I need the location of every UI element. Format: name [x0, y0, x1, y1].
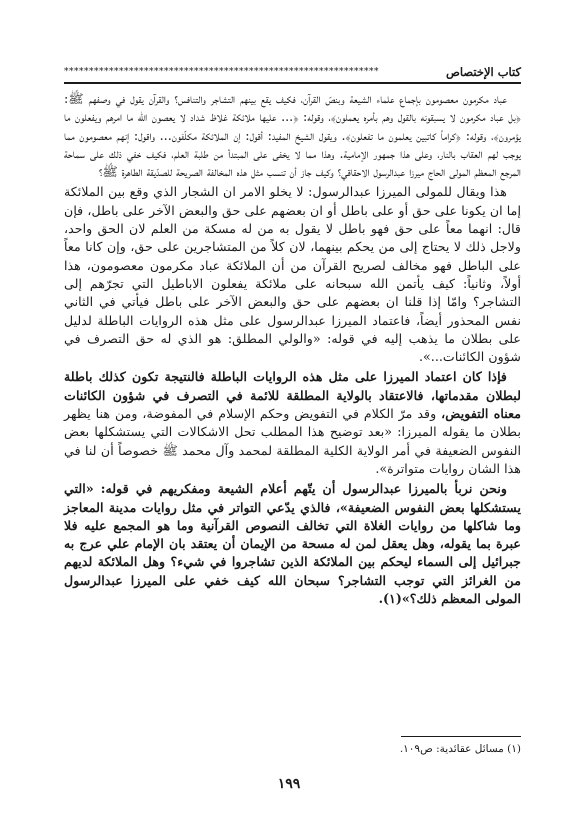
footnote: (١) مسائل عقائدية: ص١٠٩. [399, 743, 521, 755]
running-header [64, 62, 521, 82]
paragraph-2: هذا ويقال للمولى الميرزا عبدالرسول: لا يخلو الامر ان الشجار الذي وقع بين الملائكة إما ان يكونا على حق أو على باطل أو ان بعضهم على حق والبعض الآخر على باطل، فإن قال: انهما معاً على حق فهو باطل لا يقول به من له مسكة من العلم لان الحق واحد، ولاجل ذلك لا يحتاج إلى من يحكم بينهما، لان كلاً من المتشاجرين على حق، وإن كانا معاً على الباطل فهو مخالف لصريح القرآن من أن الملائكة عباد مكرمون معصومون، هذا أولاً، وثانياً: كيف يأتمن الله سبحانه على ملائكة يفعلون الاباطيل التي تجرّهم إلى التشاجر؟ وامّا إذا قلنا ان بعضهم على حق والبعض الآخر على باطل فيأتي في الثاني نفس المحذور أيضاً، فاعتماد الميرزا عبدالرسول على مثل هذه الروايات الباطلة لدليل على بطلان ما يذهب إليه في قوله: «والولي المطلق: هو الذي له حق التصرف في شؤون الكائنات...». [64, 184, 521, 365]
paragraph-4: ونحن نربأ بالميرزا عبدالرسول أن يتّهم أعلام الشيعة ومفكريهم في قوله: «التي يستشكلها بعض النفوس الضعيفة»، فالذي يدّعي التواتر في مثل روايات مدينة المعاجز وما شاكلها من روايات الغلاة التي تخالف النصوص القرآنية وما هو المجمع عليه فلا عبرة بما يقوله، وهل يعقل لمن له مسحة من الإيمان أن يعتقد بان الإمام علي عرج به جبرائيل إلى السماء ليحكم بين الملائكة الذين تشاجروا في شيء؟ وهل الملائكة لديهم من الغرائز التي توجب التشاجر؟ سبحان الله كيف خفي على الميرزا عبدالرسول المولى المعظم ذلك؟»(١). [64, 481, 521, 607]
footnote-rule [401, 736, 521, 737]
book-title: كتاب الإختصاص [446, 65, 521, 79]
paragraph-3-continuation: وقد مرّ الكلام في التفويض وحكم الإسلام في المفوضة، ومن هنا يظهر بطلان ما يقوله الميرزا: «بعد توضيح هذا المطلب تحل الاشكالات التي يستشكلها بعض النفوس الضعيفة في أمر الولاية الكلية المطلقة لمحمد وآل محمد ﷺ خصوصاً أن لنا في هذا الشان روايات متواترة». [64, 406, 521, 476]
page-body [64, 90, 521, 610]
paragraph-3 [64, 368, 521, 478]
page-number: ١٩٩ [277, 776, 301, 792]
header-rule [64, 82, 521, 84]
header-ornament: *************************************************************** [64, 67, 379, 77]
bold-statement: فإذا كان اعتماد الميرزا على مثل هذه الروايات الباطلة فالنتيجة تكون كذلك باطلة لبطلان مقدماتها، فالاعتقاد بالولاية المطلقة للائمة في التصرف في شؤون الكائنات معناه التفويض، [64, 369, 521, 422]
paragraph-1: عباد مكرمون معصومون بإجماع علماء الشيعة وبنصّ القرآن، فكيف يقع بينهم التشاجر والتنافس؟ والقرآن يقول في وصفهم ﷺ: ﴿بل عباد مكرمون لا يسبقونه بالقول وهم بأمره يعملون﴾، وقوله: ﴿... عليها ملائكة غلاظ شداد لا يعصون الله ما امرهم ويفعلون ما يؤمرون﴾، وقوله: ﴿كراماً كاتبين يعلمون ما تفعلون﴾. ويقول الشيخ المفيد: أقول: إن الملائكة مكلّفون... واقول: إنهم معصومون مما يوجب لهم العقاب بالنار، وعلى هذا جمهور الإمامية. وهذا مما لا يخفى على المبتدأ من طلبة العلم، فكيف خفي ذلك على سماحة المرجع المعظم المولى الحاج ميرزا عبدالرسول الاحقاقي؟ وكيف جاز أن تنسب مثل هذه المخالفة الصريحة للصدّيقة الطاهرة ﷺ؟ [64, 91, 521, 180]
